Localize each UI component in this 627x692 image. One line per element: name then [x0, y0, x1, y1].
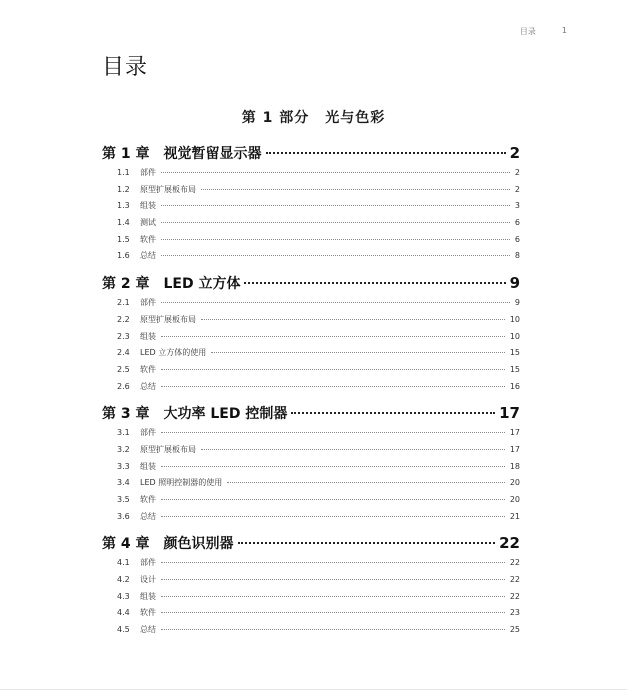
chapter-number: 第 2 章 [102, 276, 150, 293]
chapter-entry[interactable] [102, 401, 520, 425]
section-number: 2.5 [117, 364, 130, 374]
dot-leader [201, 319, 505, 320]
section-entry[interactable] [102, 295, 520, 312]
section-title: LED 照明控制器的使用 [140, 478, 223, 488]
dot-leader [161, 629, 505, 630]
dot-leader [238, 542, 496, 544]
dot-leader [161, 432, 505, 433]
section-number: 1.5 [117, 234, 130, 244]
section-page: 6 [514, 234, 520, 244]
section-entry[interactable] [102, 509, 520, 526]
dot-leader [266, 152, 506, 154]
dot-leader [161, 516, 505, 517]
section-number: 1.3 [117, 201, 130, 211]
dot-leader [291, 412, 495, 414]
part-number: 第 1 部分 [241, 110, 310, 126]
chapter-title: 大功率 LED 控制器 [163, 406, 288, 423]
section-title: 总结 [140, 381, 156, 391]
section-page: 22 [509, 575, 520, 585]
section-number: 3.4 [117, 478, 130, 488]
section-entry[interactable] [102, 459, 520, 476]
section-number: 4.4 [117, 608, 130, 618]
chapter-number: 第 1 章 [102, 146, 150, 162]
chapter-title: 颜色识别器 [163, 536, 234, 553]
section-number: 2.2 [117, 314, 130, 324]
section-number: 3.1 [117, 428, 130, 438]
section-title: 组装 [140, 461, 156, 471]
section-entry[interactable] [102, 182, 520, 199]
chapter-number: 第 4 章 [102, 536, 150, 553]
dot-leader [161, 386, 505, 387]
section-page: 10 [509, 331, 520, 341]
dot-leader [161, 466, 505, 467]
section-entry[interactable] [102, 165, 520, 182]
dot-leader [161, 172, 510, 173]
section-number: 2.4 [117, 348, 130, 358]
section-entry[interactable] [102, 475, 520, 492]
section-page: 6 [514, 218, 520, 228]
chapter-page: 9 [509, 274, 520, 293]
section-number: 3.5 [117, 495, 130, 504]
dot-leader [161, 369, 505, 370]
section-number: 4.1 [117, 558, 130, 568]
section-title: 软件 [140, 495, 156, 504]
page-title: 目录 [102, 55, 149, 80]
section-entry[interactable] [102, 215, 520, 232]
section-number: 3.6 [117, 511, 130, 521]
section-number: 3.3 [117, 461, 130, 471]
section-entry[interactable] [102, 329, 520, 346]
section-title: 软件 [140, 364, 156, 374]
section-entry[interactable] [102, 379, 520, 396]
section-number: 4.5 [117, 625, 130, 635]
dot-leader [161, 579, 505, 580]
section-number: 1.1 [117, 168, 130, 177]
section-number: 4.3 [117, 591, 130, 601]
section-title: 部件 [140, 168, 156, 177]
section-entry[interactable] [102, 589, 520, 606]
section-entry[interactable] [102, 622, 520, 639]
section-title: 总结 [140, 511, 156, 521]
section-title: 组装 [140, 201, 156, 211]
section-page: 17 [509, 428, 520, 438]
section-entry[interactable] [102, 605, 520, 622]
section-page: 15 [509, 348, 520, 358]
dot-leader [227, 482, 505, 483]
chapter-number: 第 3 章 [102, 406, 150, 423]
chapter-page: 2 [509, 144, 520, 162]
chapter-entry[interactable] [102, 141, 520, 165]
section-title: 软件 [140, 234, 156, 244]
section-title: 原型扩展板布局 [140, 314, 196, 324]
section-page: 21 [509, 511, 520, 521]
section-page: 17 [509, 444, 520, 454]
section-page: 18 [509, 461, 520, 471]
section-title: 总结 [140, 251, 156, 261]
section-title: 测试 [140, 218, 156, 228]
section-number: 1.4 [117, 218, 130, 228]
running-head [520, 26, 567, 37]
section-number: 1.2 [117, 184, 130, 194]
section-page: 22 [509, 591, 520, 601]
running-head-label: 目录 [519, 27, 536, 36]
section-title: 部件 [140, 298, 156, 308]
section-number: 2.1 [117, 298, 130, 308]
section-page: 16 [509, 381, 520, 391]
section-title: 部件 [140, 558, 156, 568]
dot-leader [161, 562, 505, 563]
section-page: 20 [509, 495, 520, 504]
part-heading [0, 107, 627, 127]
section-page: 22 [509, 558, 520, 568]
section-page: 9 [514, 298, 520, 308]
dot-leader [161, 596, 505, 597]
section-number: 4.2 [117, 575, 130, 585]
section-page: 8 [514, 251, 520, 261]
section-title: 软件 [140, 608, 156, 618]
section-entry[interactable] [102, 232, 520, 249]
dot-leader [161, 302, 510, 303]
dot-leader [161, 612, 505, 613]
section-entry[interactable] [102, 572, 520, 589]
dot-leader [161, 336, 505, 337]
section-page: 25 [509, 625, 520, 635]
dot-leader [161, 239, 510, 240]
section-number: 2.6 [117, 381, 130, 391]
chapter-title: 视觉暂留显示器 [163, 146, 262, 162]
section-entry[interactable] [102, 362, 520, 379]
section-entry[interactable] [102, 555, 520, 572]
section-entry[interactable] [102, 345, 520, 362]
section-entry[interactable] [102, 442, 520, 459]
section-title: 部件 [140, 428, 156, 438]
section-page: 2 [514, 184, 520, 194]
section-page: 10 [509, 314, 520, 324]
section-page: 3 [514, 201, 520, 211]
section-title: 总结 [140, 625, 156, 635]
dot-leader [244, 282, 505, 284]
section-number: 2.3 [117, 331, 130, 341]
section-entry[interactable] [102, 312, 520, 329]
dot-leader [161, 222, 510, 223]
section-page: 15 [509, 364, 520, 374]
section-title: 组装 [140, 591, 156, 601]
section-title: LED 立方体的使用 [140, 348, 207, 358]
chapter-page: 22 [499, 534, 520, 553]
section-page: 2 [514, 168, 520, 177]
page-bottom-rule [0, 689, 627, 690]
section-entry[interactable] [102, 492, 520, 509]
running-head-page: 1 [561, 26, 567, 35]
dot-leader [201, 189, 510, 190]
dot-leader [161, 499, 505, 500]
section-title: 设计 [140, 575, 156, 585]
chapter-entry[interactable] [102, 271, 520, 295]
chapter-page: 17 [499, 404, 520, 423]
section-page: 20 [509, 478, 520, 488]
dot-leader [161, 205, 510, 206]
table-of-contents [102, 141, 520, 639]
section-title: 原型扩展板布局 [140, 184, 196, 194]
section-title: 组装 [140, 331, 156, 341]
section-page: 23 [509, 608, 520, 618]
part-title: 光与色彩 [325, 110, 386, 126]
dot-leader [211, 352, 505, 353]
section-title: 原型扩展板布局 [140, 444, 196, 454]
section-entry[interactable] [102, 425, 520, 442]
chapter-entry[interactable] [102, 531, 520, 555]
section-entry[interactable] [102, 198, 520, 215]
dot-leader [201, 449, 505, 450]
section-number: 1.6 [117, 251, 130, 261]
section-number: 3.2 [117, 444, 130, 454]
dot-leader [161, 255, 510, 256]
section-entry[interactable] [102, 248, 520, 265]
chapter-title: LED 立方体 [163, 276, 241, 293]
